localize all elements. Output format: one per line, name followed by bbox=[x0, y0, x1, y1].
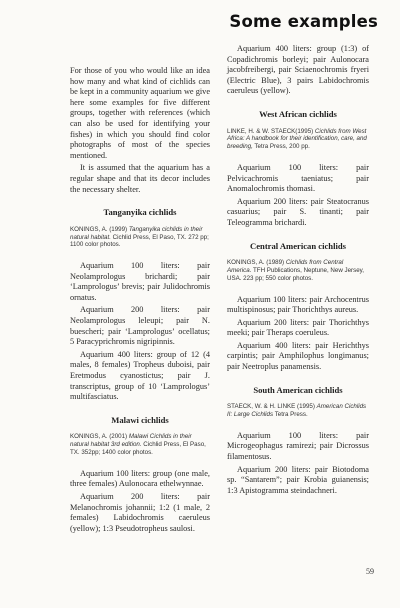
ref-author: LINKE, H. & W. STAECK(1995) bbox=[227, 127, 315, 135]
section-heading-south-american: South American cichlids bbox=[253, 384, 343, 395]
aquarium-200-malawi: Aquarium 200 liters: pair Melanochromis johannii; 1:2 (1 male, 2 females) Labidochromis caeruleus (yellow); 1:3 Pseudotropheus saulosi. bbox=[70, 492, 210, 533]
section-heading-central-american: Central American cichlids bbox=[250, 240, 346, 251]
reference-central-american bbox=[227, 259, 369, 282]
ref-author: KONINGS, A. (1989) bbox=[227, 259, 286, 267]
right-column bbox=[227, 44, 369, 498]
ref-title: American Cichlids II: Large Cichlids bbox=[227, 403, 367, 419]
ref-publisher: Tetra Press, 200 pp. bbox=[252, 143, 310, 151]
aquarium-400-malawi: Aquarium 400 liters: group (1:3) of Copadichromis borleyi; pair Aulonocara jacobfreibergi, pair Sciaenochromis fryeri (Electric Blue), 3 pairs Labidochromis caeruleus (yellow). bbox=[227, 44, 369, 96]
ref-author: KONINGS, A. (1999) bbox=[70, 225, 129, 233]
section-heading-west-african: West African cichlids bbox=[259, 108, 337, 119]
aquarium-200-tanganyika: Aquarium 200 liters: pair Neolamprologus leleupi; pair N. buescheri; pair ‘Lamprologus’ ocellatus; 5 Paracyprichromis nigripinnis. bbox=[70, 305, 210, 347]
ref-publisher: Tetra Press. bbox=[273, 411, 308, 419]
aquarium-200-central-american: Aquarium 200 liters: pair Thorichthys meeki; pair Theraps coeruleus. bbox=[227, 317, 369, 338]
aquarium-200-south-american: Aquarium 200 liters: pair Biotodoma sp. “Santarem”; pair Krobia guianensis; 1:3 Apistogramma steindachneri. bbox=[227, 464, 369, 495]
ref-publisher: Cichlid Press, El Paso, TX. 352pp; 1400 color photos. bbox=[70, 441, 206, 457]
reference-malawi bbox=[70, 433, 210, 456]
section-heading-malawi: Malawi cichlids bbox=[111, 414, 169, 425]
reference-west-african bbox=[227, 128, 369, 151]
aquarium-100-west-african: Aquarium 100 liters: pair Pelvicachromis taeniatus; pair Anomalochromis thomasi. bbox=[227, 162, 369, 194]
aquarium-100-malawi: Aquarium 100 liters: group (one male, three females) Aulonocara ethelwynnae. bbox=[70, 468, 210, 489]
intro-paragraph: For those of you who would like an idea how many and what kind of cichlids can be kept in a community aquarium we give here some examples for five different groups, together with references (which can also be used for identifying your fishes) in which you should find color photographs of most of the species mentioned. bbox=[70, 66, 210, 160]
ref-title: Tanganyika cichlids in their natural habitat. bbox=[70, 225, 203, 241]
reference-south-american bbox=[227, 403, 369, 419]
left-column bbox=[70, 66, 210, 536]
aquarium-100-south-american: Aquarium 100 liters: pair Microgeophagus ramirezi; pair Dicrossus filamentosus. bbox=[227, 430, 369, 462]
ref-publisher: TFH Publications, Neptune, New Jersey, USA. 223 pp; 550 color photos. bbox=[227, 266, 364, 282]
ref-publisher: Cichlid Press, El Paso, TX. 272 pp; 1100 color photos. bbox=[70, 233, 209, 249]
aquarium-400-central-american: Aquarium 400 liters: pair Herichthys carpintis; pair Amphilophus longimanus; pair Neetroplus panamensis. bbox=[227, 340, 369, 372]
ref-author: KONINGS, A. (2001) bbox=[70, 433, 129, 441]
aquarium-100-tanganyika: Aquarium 100 liters: pair Neolamprologus brichardi; pair ‘Lamprologus’ brevis; pair Julidochromis ornatus. bbox=[70, 261, 210, 302]
ref-title: Malawi Cichlids in their natural habitat 3rd edition. bbox=[70, 433, 192, 449]
page-number: 59 bbox=[366, 567, 374, 576]
aquarium-400-tanganyika: Aquarium 400 liters: group of 12 (4 males, 8 females) Tropheus duboisi, pair Eretmodus cyanostictus; pair J. transcriptus, group of 10 ‘Lamprologus’ multifasciatus. bbox=[70, 349, 210, 402]
page-title: Some examples bbox=[229, 12, 378, 31]
section-heading-tanganyika: Tanganyika cichlids bbox=[103, 207, 177, 218]
ref-author: STAECK, W. & H. LINKE (1995) bbox=[227, 403, 317, 411]
aquarium-200-west-african: Aquarium 200 liters: pair Steatocranus casuarius; pair S. tinanti; pair Teleogramma brichardi. bbox=[227, 196, 369, 227]
aquarium-100-central-american: Aquarium 100 liters: pair Archocentrus multispinosus; pair Thorichthys aureus. bbox=[227, 294, 369, 315]
ref-title: Cichlids from West Africa: A handbook for their identification, care, and breeding, bbox=[227, 127, 367, 151]
reference-tanganyika bbox=[70, 226, 210, 249]
intro-paragraph-2: It is assumed that the aquarium has a regular shape and that its decor includes the necessary shelter. bbox=[70, 163, 210, 194]
ref-title: Cichlids from Central America. bbox=[227, 259, 344, 274]
